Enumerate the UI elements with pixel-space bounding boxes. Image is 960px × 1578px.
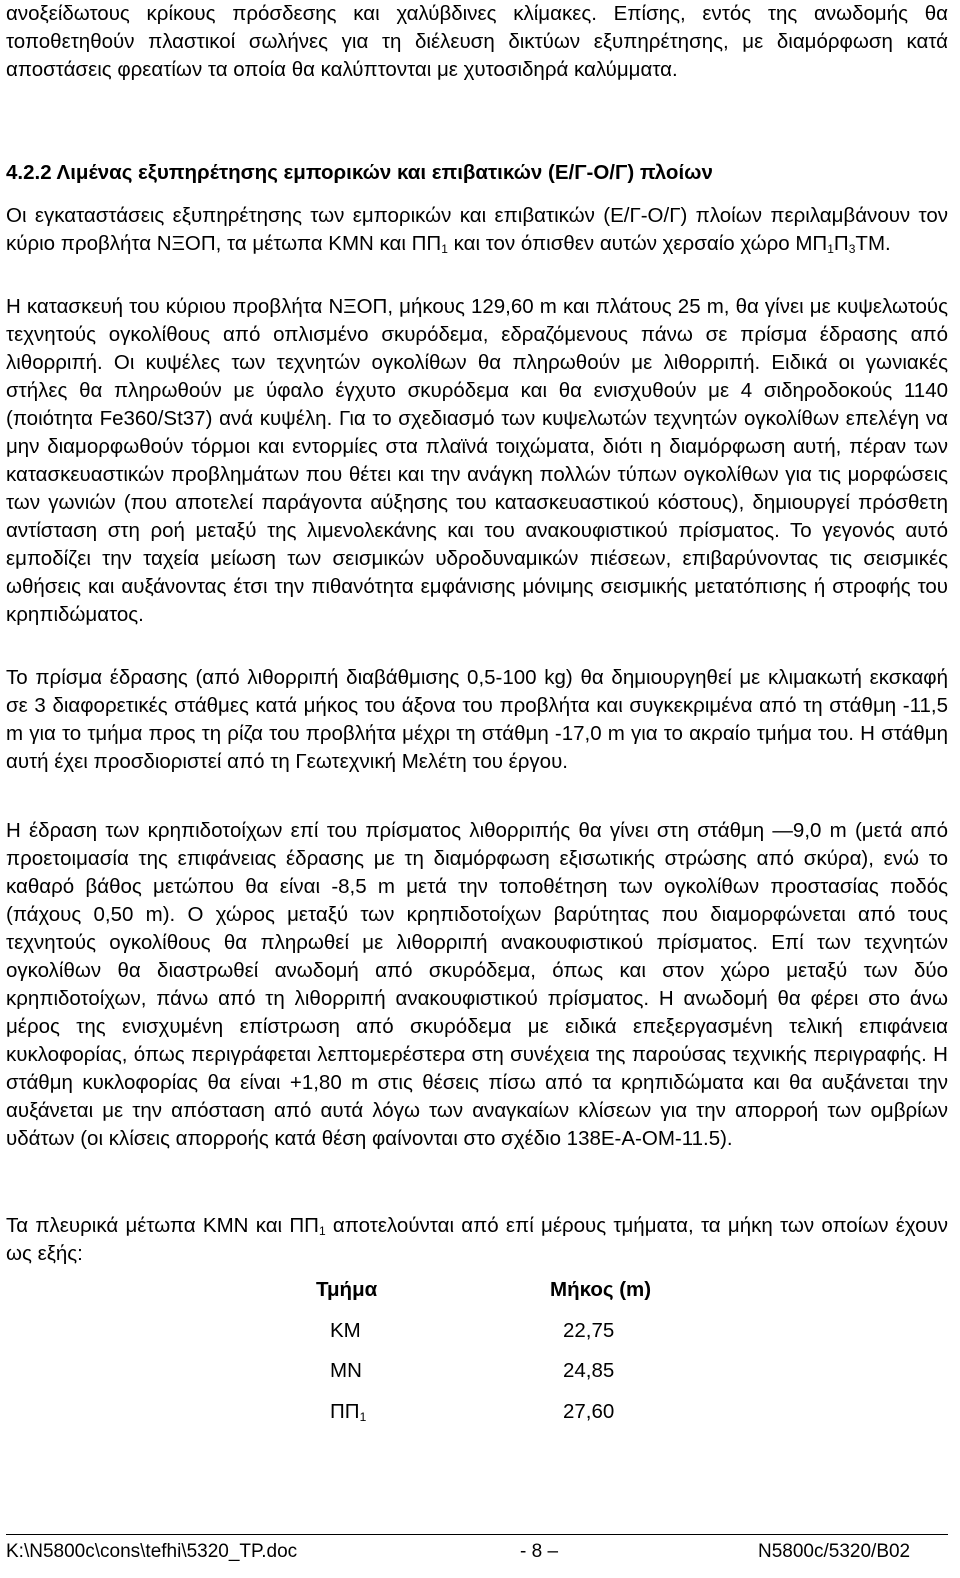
footer-document-code: N5800c/5320/B02 [758, 1541, 911, 1562]
column-header-section: Τμήμα [316, 1278, 378, 1301]
section-name: ΜΝ [330, 1359, 362, 1382]
paragraph-pier-construction: Η κατασκευή του κύριου προβλήτα ΝΞΟΠ, μήκους 129,60 m και πλάτους 25 m, θα γίνει με κυψελωτούς τεχνητούς ογκολίθους από οπλισμένο σκυρόδεμα, εδραζόμενους πάνω σε πρίσμα έδρασης από λιθορριπή. Οι κυψέλες των τεχνητών ογκολίθων θα πληρωθούν με λιθορριπή. Ειδικά οι γωνιακές στήλες θα πληρωθούν με ύφαλο έγχυτο σκυρόδεμα και θα ενισχυθούν με 4 σιδηροδοκούς 1140 (ποιότητα Fe360/St37) ανά κυψέλη. Για το σχεδιασμό των κυψελωτών τεχνητών ογκολίθων επελέγη να μην διαμορφωθούν τόρμοι και εντορμίες στα πλαϊνά τοιχώματα, διότι η διαμόρφωση αυτή, πέραν των κατασκευαστικών προβλημάτων που θέτει και την ανάγκη πολλών τύπων ογκολίθων για τις μορφώσεις των γωνιών (που αποτελεί παράγοντα αύξησης του κατασκευαστικού κόστους), δημιουργεί πρόσθετη αντίσταση στη ροή μεταξύ της λιμενολεκάνης και του ανακουφιστικού πρίσματος. Το γεγονός αυτό εμποδίζει την ταχεία μείωση των σεισμικών υδροδυναμικών πιέσεων, επιβαρύνοντας τις σεισμικές ωθήσεις και αυξάνοντας έτσι την πιθανότητα εμφάνισης μόνιμης σεισμικής μετατόπισης ή στροφής του κρηπιδώματος. [6, 295, 948, 626]
paragraph-facilities [6, 202, 948, 258]
section-length: 24,85 [563, 1359, 615, 1382]
table-header-row [0, 1278, 960, 1308]
text-run: ΤΜ. [855, 232, 891, 255]
table-row [0, 1400, 960, 1430]
subscript: 1 [827, 242, 834, 256]
footer-file-path: K:\N5800c\cons\tefhi\5320_TP.doc [6, 1541, 298, 1562]
text-run: Τα πλευρικά μέτωπα ΚΜΝ και ΠΠ [6, 1214, 319, 1237]
footer-divider [6, 1534, 948, 1535]
section-length: 22,75 [563, 1319, 615, 1342]
table-row [0, 1319, 960, 1349]
text-run: Π [833, 232, 849, 255]
table-row [0, 1359, 960, 1389]
paragraph-bedding-prism: Το πρίσμα έδρασης (από λιθορριπή διαβάθμισης 0,5-100 kg) θα δημιουργηθεί με κλιμακωτή εκσκαφή σε 3 διαφορετικές στάθμες κατά μήκος του άξονα του προβλήτα και συγκεκριμένα από τη στάθμη -11,5 m για το τμήμα προς τη ρίζα του προβλήτα μέχρι τη στάθμη -17,0 m για το ακραίο τμήμα του. Η στάθμη αυτή έχει προσδιοριστεί από τη Γεωτεχνική Μελέτη του έργου. [6, 666, 948, 773]
subscript: 3 [848, 242, 856, 256]
subscript: 1 [318, 1224, 326, 1238]
column-header-length: Μήκος (m) [550, 1278, 652, 1301]
section-name: ΚΜ [330, 1319, 361, 1342]
text-run: αποτελούνται από επί μέρους τμήματα, τα μήκη των οποίων έχουν ως εξής: [6, 1214, 948, 1265]
section-heading: 4.2.2 Λιμένας εξυπηρέτησης εμπορικών και επιβατικών (Ε/Γ-Ο/Γ) πλοίων [6, 161, 713, 184]
subscript: 1 [359, 1410, 367, 1424]
section-name [330, 1400, 366, 1424]
footer-page-number: - 8 – [520, 1541, 559, 1562]
paragraph-continuation: ανοξείδωτους κρίκους πρόσδεσης και χαλύβδινες κλίμακες. Επίσης, εντός της ανωδομής θα τοποθετηθούν πλαστικοί σωλήνες για τη διέλευση δικτύων εξυπηρέτησης, με διαμόρφωση κατά αποστάσεις φρεατίων τα οποία θα καλύπτονται με χυτοσιδηρά καλύμματα. [6, 2, 948, 81]
paragraph-side-faces [6, 1212, 948, 1268]
text-run: και τον όπισθεν αυτών χερσαίο χώρο ΜΠ [447, 232, 828, 255]
paragraph-quay-foundation: Η έδραση των κρηπιδοτοίχων επί του πρίσματος λιθορριπής θα γίνει στη στάθμη —9,0 m (μετά από προετοιμασία της επιφάνειας έδρασης με τη διαμόρφωση εξισωτικής στρώσης από σκύρα), ενώ το καθαρό βάθος μετώπου θα είναι -8,5 m μετά την τοποθέτηση των ογκολίθων προστασίας ποδός (πάχους 0,50 m). Ο χώρος μεταξύ των κρηπιδοτοίχων βαρύτητας που διαμορφώνεται από τους τεχνητούς ογκολίθους θα πληρωθεί με λιθορριπή ανακουφιστικού πρίσματος. Επί των τεχνητών ογκολίθων θα διαστρωθεί ανωδομή από σκυρόδεμα, όπως και στον χώρο μεταξύ των δύο κρηπιδοτοίχων, πάνω από τη λιθορριπή ανακουφιστικού πρίσματος. Η ανωδομή θα φέρει στο άνω μέρος της ενισχυμένη επίστρωση από σκυρόδεμα με ειδικά επεξεργασμένη τελική επιφάνεια κυκλοφορίας, όπως περιγράφεται λεπτομερέστερα στη συνέχεια της παρούσας τεχνικής περιγραφής. Η στάθμη κυκλοφορίας θα είναι +1,80 m στις θέσεις πίσω από τα κρηπιδώματα και θα αυξάνεται την αυξάνεται με την απόσταση από αυτά λόγω των αναγκαίων κλίσεων για την απορροή των ομβρίων υδάτων (οι κλίσεις απορροής κατά θέση φαίνονται στο σχέδιο 138Ε-Α-ΟΜ-11.5). [6, 819, 948, 1150]
subscript: 1 [441, 242, 448, 256]
text-run: ΠΠ [330, 1400, 360, 1423]
text-run: Οι εγκαταστάσεις εξυπηρέτησης των εμπορικών και επιβατικών (Ε/Γ-Ο/Γ) πλοίων περιλαμβάνουν τον κύριο προβλήτα ΝΞΟΠ, τα μέτωπα ΚΜΝ και ΠΠ [6, 204, 948, 255]
section-length: 27,60 [563, 1400, 615, 1423]
